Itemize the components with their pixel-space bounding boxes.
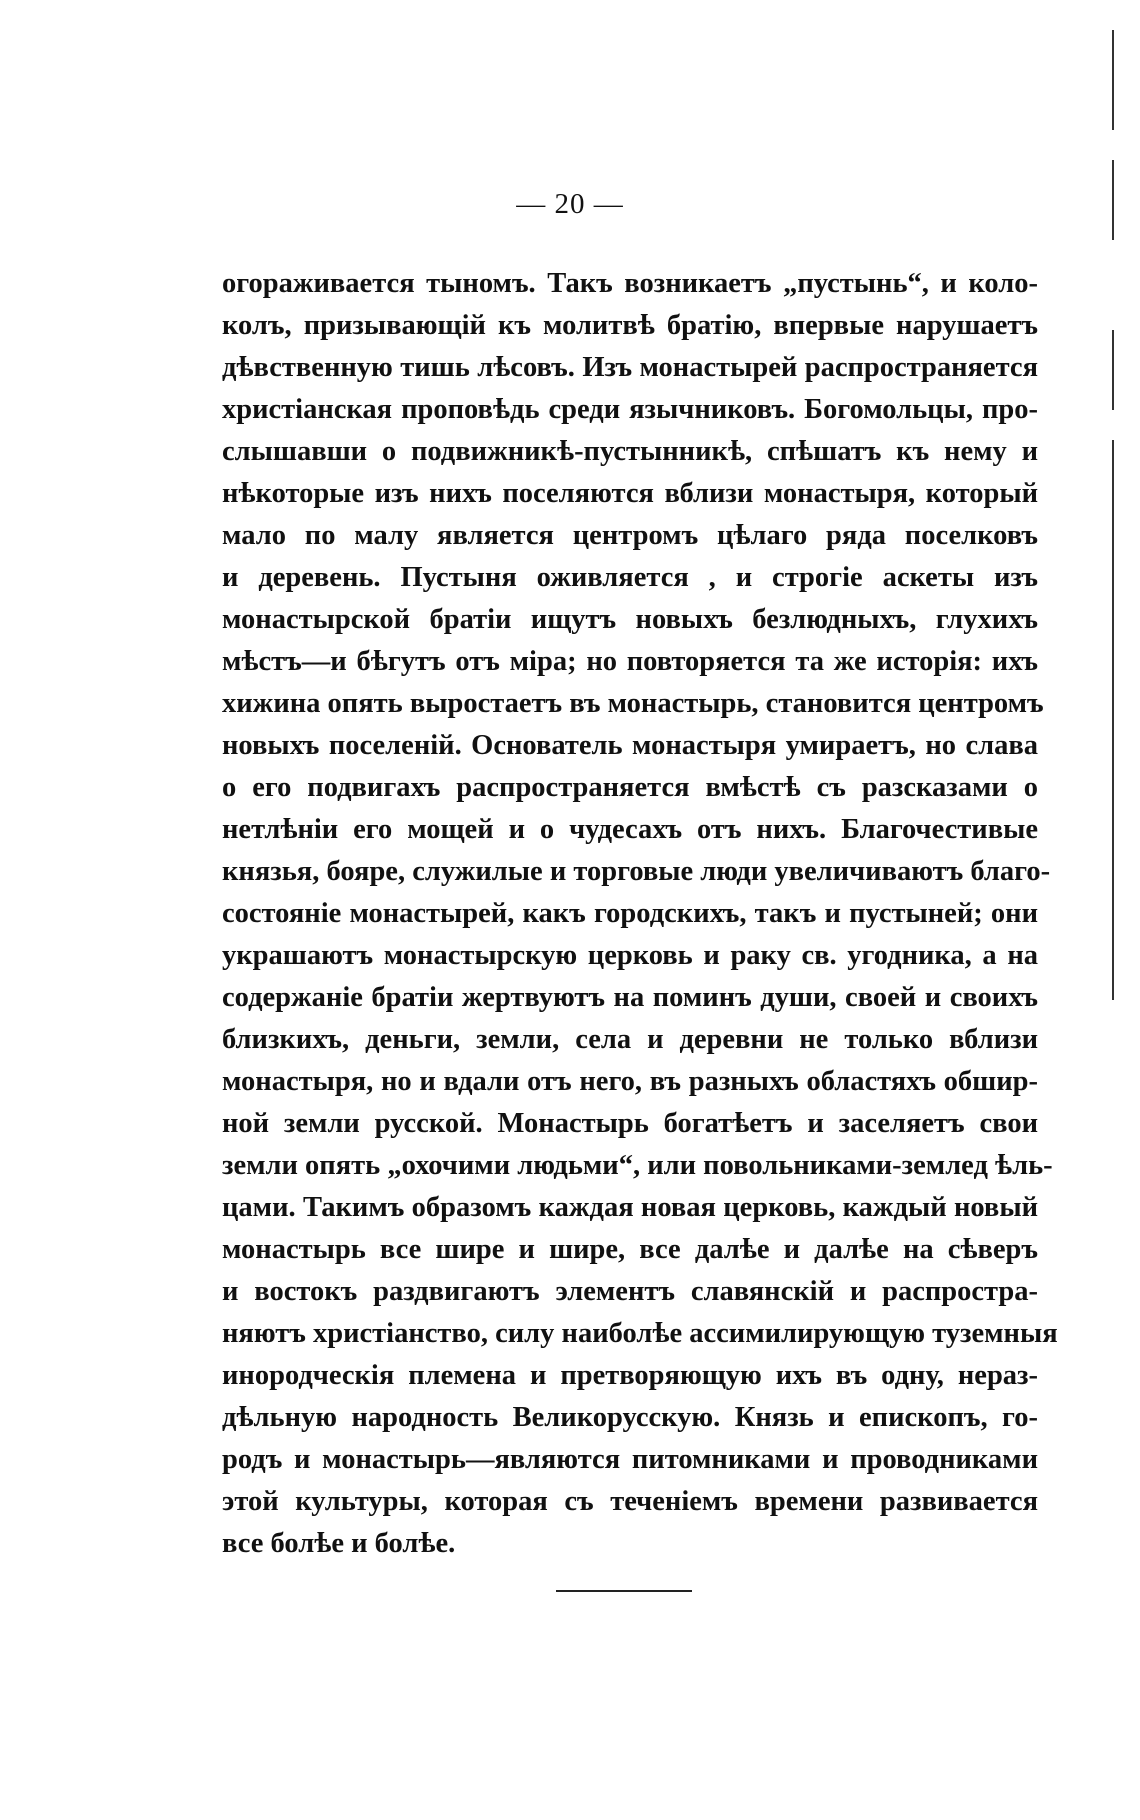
text-line: состояніе монастырей, какъ городскихъ, такъ и пустыней; они [222, 898, 1038, 929]
text-line: колъ, призывающій къ молитвѣ братію, впервые нарушаетъ [222, 310, 1038, 341]
text-line: няютъ христіанство, силу наиболѣе ассимилирующую туземныя [222, 1318, 1058, 1349]
scan-edge-mark [1112, 30, 1114, 130]
scan-edge-mark [1112, 330, 1114, 410]
text-line-last: все болѣе и болѣе. [222, 1528, 456, 1559]
text-line: монастыря, но и вдали отъ него, въ разныхъ областяхъ обшир- [222, 1066, 1038, 1097]
text-line: монастырской братіи ищутъ новыхъ безлюдныхъ, глухихъ [222, 604, 1038, 635]
scan-edge-mark [1112, 440, 1114, 1000]
text-line: мало по малу является центромъ цѣлаго ряда поселковъ [222, 520, 1038, 551]
text-line: князья, бояре, служилые и торговые люди увеличиваютъ благо- [222, 856, 1051, 887]
text-line: украшаютъ монастырскую церковь и раку св. угодника, а на [222, 940, 1038, 971]
text-line: и востокъ раздвигаютъ элементъ славянскій и распростра- [222, 1276, 1038, 1307]
text-line: нѣкоторые изъ нихъ поселяются вблизи монастыря, который [222, 478, 1038, 509]
text-line: родъ и монастырь—являются питомниками и проводниками [222, 1444, 1038, 1475]
text-line: дѣвственную тишь лѣсовъ. Изъ монастырей распространяется [222, 352, 1038, 383]
text-line: мѣстъ—и бѣгутъ отъ міра; но повторяется та же исторія: ихъ [222, 646, 1038, 677]
text-line: нетлѣніи его мощей и о чудесахъ отъ нихъ. Благочестивые [222, 814, 1038, 845]
text-line: хижина опять выростаетъ въ монастырь, становится центромъ [222, 688, 1044, 719]
text-line: монастырь все шире и шире, все далѣе и далѣе на сѣверъ [222, 1234, 1038, 1265]
text-line: земли опять „охочими людьми“, или повольниками-землед ѣль- [222, 1150, 1053, 1181]
text-line: христіанская проповѣдь среди язычниковъ. Богомольцы, про- [222, 394, 1038, 425]
body-text [222, 263, 1058, 1565]
text-line: и деревень. Пустыня оживляется , и строгіе аскеты изъ [222, 562, 1038, 593]
text-line: цами. Такимъ образомъ каждая новая церковь, каждый новый [222, 1192, 1038, 1223]
end-divider-rule [556, 1590, 692, 1592]
text-line: дѣльную народность Великорусскую. Князь и епископъ, го- [222, 1402, 1038, 1433]
page-number: — 20 — [516, 188, 624, 220]
text-line: новыхъ поселеній. Основатель монастыря умираетъ, но слава [222, 730, 1038, 761]
text-line: этой культуры, которая съ теченіемъ времени развивается [222, 1486, 1038, 1517]
text-line: содержаніе братіи жертвуютъ на поминъ души, своей и своихъ [222, 982, 1038, 1013]
text-line: огораживается тыномъ. Такъ возникаетъ „пустынь“, и коло- [222, 268, 1038, 299]
text-line: инородческія племена и претворяющую ихъ въ одну, нераз- [222, 1360, 1038, 1391]
text-line: слышавши о подвижникѣ-пустынникѣ, спѣшатъ къ нему и [222, 436, 1038, 467]
text-line: близкихъ, деньги, земли, села и деревни не только вблизи [222, 1024, 1038, 1055]
text-line: ной земли русской. Монастырь богатѣетъ и заселяетъ свои [222, 1108, 1038, 1139]
text-line: о его подвигахъ распространяется вмѣстѣ съ разсказами о [222, 772, 1038, 803]
